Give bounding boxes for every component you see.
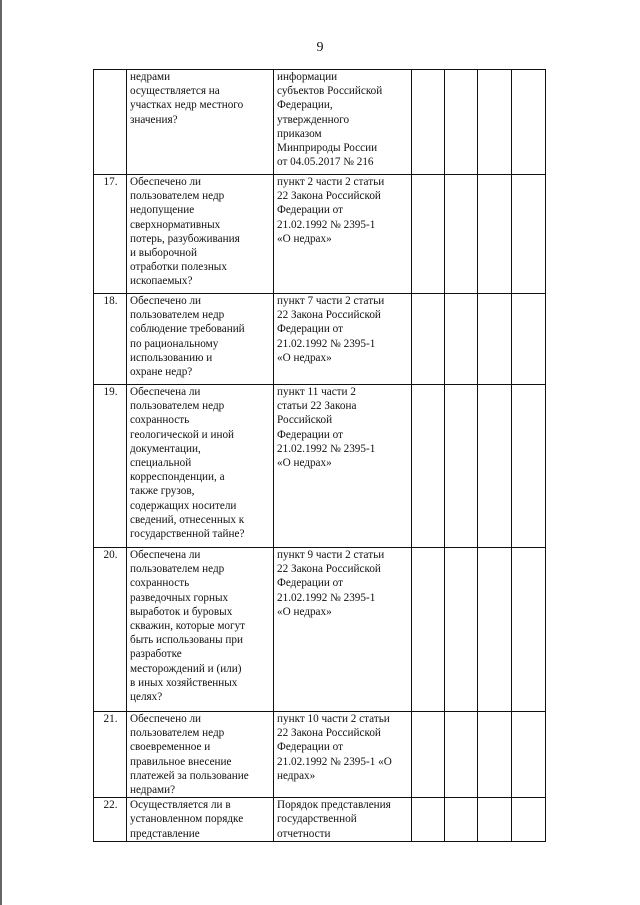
answer-cell-na[interactable] bbox=[478, 712, 512, 798]
scan-edge bbox=[0, 0, 2, 905]
checklist-table bbox=[93, 69, 546, 842]
reference-cell: пункт 2 части 2 статьи 22 Закона Российской Федерации от 21.02.1992 № 2395-1 «О недрах» bbox=[274, 175, 412, 294]
reference-cell: пункт 7 части 2 статьи 22 Закона Российской Федерации от 21.02.1992 № 2395-1 «О недрах» bbox=[274, 294, 412, 385]
answer-cell-note[interactable] bbox=[512, 294, 546, 385]
answer-cell-no[interactable] bbox=[445, 294, 478, 385]
row-number: 22. bbox=[94, 798, 127, 842]
answer-cell-no[interactable] bbox=[445, 548, 478, 712]
answer-cell-yes[interactable] bbox=[412, 294, 445, 385]
row-number: 20. bbox=[94, 548, 127, 712]
row-number: 19. bbox=[94, 385, 127, 548]
answer-cell-yes[interactable] bbox=[412, 70, 445, 175]
answer-cell-yes[interactable] bbox=[412, 385, 445, 548]
table-row bbox=[94, 798, 546, 842]
row-number: 18. bbox=[94, 294, 127, 385]
row-number bbox=[94, 70, 127, 175]
reference-cell: пункт 10 части 2 статьи 22 Закона Российской Федерации от 21.02.1992 № 2395-1 «О недрах» bbox=[274, 712, 412, 798]
answer-cell-na[interactable] bbox=[478, 70, 512, 175]
reference-cell: пункт 11 части 2 статьи 22 Закона Российской Федерации от 21.02.1992 № 2395-1 «О недрах» bbox=[274, 385, 412, 548]
question-cell: Обеспечено ли пользователем недр соблюдение требований по рациональному использованию и охране недр? bbox=[127, 294, 274, 385]
answer-cell-yes[interactable] bbox=[412, 548, 445, 712]
answer-cell-na[interactable] bbox=[478, 548, 512, 712]
row-number: 21. bbox=[94, 712, 127, 798]
answer-cell-no[interactable] bbox=[445, 798, 478, 842]
question-cell: недрами осуществляется на участках недр местного значения? bbox=[127, 70, 274, 175]
answer-cell-no[interactable] bbox=[445, 385, 478, 548]
table-row bbox=[94, 294, 546, 385]
answer-cell-note[interactable] bbox=[512, 712, 546, 798]
row-number: 17. bbox=[94, 175, 127, 294]
answer-cell-note[interactable] bbox=[512, 70, 546, 175]
answer-cell-na[interactable] bbox=[478, 385, 512, 548]
answer-cell-no[interactable] bbox=[445, 70, 478, 175]
reference-cell: пункт 9 части 2 статьи 22 Закона Российской Федерации от 21.02.1992 № 2395-1 «О недрах» bbox=[274, 548, 412, 712]
answer-cell-no[interactable] bbox=[445, 175, 478, 294]
answer-cell-note[interactable] bbox=[512, 798, 546, 842]
question-cell: Обеспечено ли пользователем недр своевременное и правильное внесение платежей за пользование недрами? bbox=[127, 712, 274, 798]
question-cell: Обеспечено ли пользователем недр недопущение сверхнормативных потерь, разубоживания и выборочной отработки полезных ископаемых? bbox=[127, 175, 274, 294]
table-row bbox=[94, 385, 546, 548]
answer-cell-yes[interactable] bbox=[412, 712, 445, 798]
answer-cell-note[interactable] bbox=[512, 385, 546, 548]
page-number: 9 bbox=[316, 40, 324, 55]
reference-cell: Порядок представления государственной отчетности bbox=[274, 798, 412, 842]
table-row bbox=[94, 175, 546, 294]
answer-cell-note[interactable] bbox=[512, 548, 546, 712]
answer-cell-note[interactable] bbox=[512, 175, 546, 294]
answer-cell-no[interactable] bbox=[445, 712, 478, 798]
table-row bbox=[94, 548, 546, 712]
question-cell: Обеспечена ли пользователем недр сохранность разведочных горных выработок и буровых скважин, которые могут быть использованы при разработке месторождений и (или) в иных хозяйственных целях? bbox=[127, 548, 274, 712]
reference-cell: информации субъектов Российской Федерации, утвержденного приказом Минприроды России от 04.05.2017 № 216 bbox=[274, 70, 412, 175]
answer-cell-na[interactable] bbox=[478, 175, 512, 294]
question-cell: Осуществляется ли в установленном порядке представление bbox=[127, 798, 274, 842]
answer-cell-yes[interactable] bbox=[412, 798, 445, 842]
table-row bbox=[94, 712, 546, 798]
answer-cell-na[interactable] bbox=[478, 798, 512, 842]
table-row bbox=[94, 70, 546, 175]
answer-cell-na[interactable] bbox=[478, 294, 512, 385]
answer-cell-yes[interactable] bbox=[412, 175, 445, 294]
question-cell: Обеспечена ли пользователем недр сохранность геологической и иной документации, специальной корреспонденции, а также грузов, содержащих носители сведений, отнесенных к государственной тайне? bbox=[127, 385, 274, 548]
